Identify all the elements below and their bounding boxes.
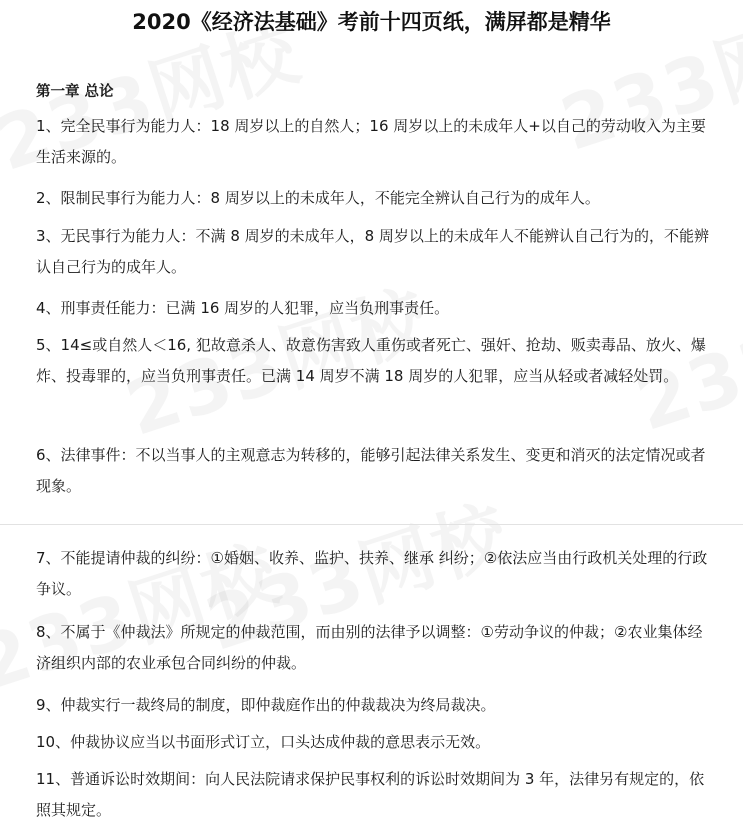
list-item: 11、普通诉讼时效期间：向人民法院请求保护民事权利的诉讼时效期间为 3 年，法律另有规定的，依照其规定。 (36, 770, 705, 819)
list-item: 3、无民事行为能力人：不满 8 周岁的未成年人，8 周岁以上的未成年人不能辨认自己行为的，不能辨认自己行为的成年人。 (36, 227, 709, 276)
list-item: 8、不属于《仲裁法》所规定的仲裁范围，而由别的法律予以调整：①劳动争议的仲裁；②农业集体经济组织内部的农业承包合同纠纷的仲裁。 (36, 623, 703, 672)
document-title: 2020《经济法基础》考前十四页纸，满屏都是精华 (132, 10, 611, 34)
list-item: 1、完全民事行为能力人：18 周岁以上的自然人；16 周岁以上的未成年人+以自己的劳动收入为主要生活来源的。 (36, 117, 706, 166)
chapter-heading: 第一章 总论 (36, 84, 114, 100)
list-item: 4、刑事责任能力：已满 16 周岁的人犯罪，应当负刑事责任。 (36, 299, 450, 317)
list-item: 9、仲裁实行一裁终局的制度，即仲裁庭作出的仲裁裁决为终局裁决。 (36, 696, 496, 714)
list-item: 10、仲裁协议应当以书面形式订立，口头达成仲裁的意思表示无效。 (36, 733, 491, 751)
page-divider (0, 524, 743, 525)
list-item: 6、法律事件：不以当事人的主观意志为转移的，能够引起法律关系发生、变更和消灭的法定情况或者现象。 (36, 446, 706, 495)
list-item: 7、不能提请仲裁的纠纷：①婚姻、收养、监护、扶养、继承 纠纷；②依法应当由行政机关处理的行政争议。 (36, 549, 708, 598)
list-item: 5、14≤或自然人＜16, 犯故意杀人、故意伤害致人重伤或者死亡、强奸、抢劫、贩卖毒品、放火、爆炸、投毒罪的，应当负刑事责任。已满 14 周岁不满 18 周岁的人犯罪，应当从轻或者减轻处罚。 (36, 336, 706, 385)
list-item: 2、限制民事行为能力人：8 周岁以上的未成年人，不能完全辨认自己行为的成年人。 (36, 189, 600, 207)
